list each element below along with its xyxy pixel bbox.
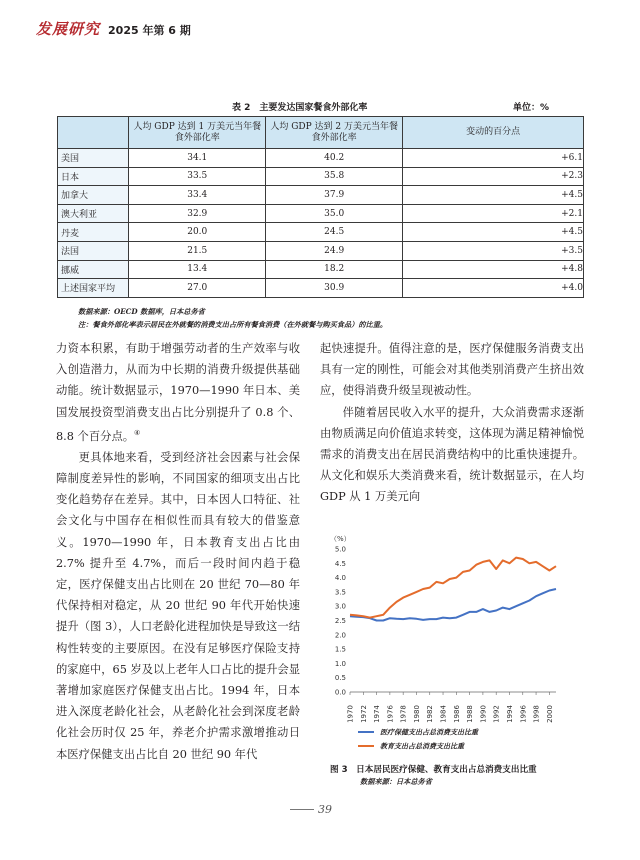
country-cell: 日本 — [58, 167, 129, 186]
x-tick-label: 1980 — [412, 705, 421, 723]
table-unit: 单位：% — [513, 103, 550, 113]
gdp-1w-cell: 13.4 — [129, 260, 266, 279]
gdp-2w-cell: 24.5 — [266, 223, 403, 242]
paragraph-text: 伴随着居民收入水平的提升，大众消费需求逐渐由物质满足向价值追求转变，这体现为满足精神愉悦需求的消费支出在居民消费结构中的比重快速提升。从文化和娱乐大类消费来看，统计数据显示，在人均 GDP 从 1 万美元向 — [320, 405, 584, 504]
change-cell: +4.0 — [403, 279, 584, 298]
y-tick-label: 0.5 — [334, 674, 346, 683]
table-note: 注：餐食外部化率表示居民在外就餐的消费支出占所有餐食消费（在外就餐与购买食品）的比重。 — [78, 320, 388, 329]
table-title: 表 2 主要发达国家餐食外部化率 — [232, 103, 368, 113]
change-cell: +2.1 — [403, 204, 584, 223]
change-cell: +4.5 — [403, 186, 584, 205]
table-row — [58, 149, 584, 168]
body-paragraph — [320, 338, 584, 402]
change-cell: +2.3 — [403, 167, 584, 186]
gdp-2w-cell: 18.2 — [266, 260, 403, 279]
body-paragraph — [320, 402, 584, 508]
table-row — [58, 186, 584, 205]
x-tick-label: 1984 — [439, 705, 448, 723]
left-column — [56, 338, 300, 765]
table-header-cell: 变动的百分点 — [403, 117, 584, 149]
right-column — [320, 338, 584, 508]
table-row — [58, 241, 584, 260]
gdp-2w-cell: 35.0 — [266, 204, 403, 223]
gdp-1w-cell: 27.0 — [129, 279, 266, 298]
table-header-cell: 人均 GDP 达到 2 万美元当年餐食外部化率 — [266, 117, 403, 149]
paragraph-text: 起快速提升。值得注意的是，医疗保健服务消费支出具有一定的刚性，可能会对其他类别消费产生挤出效应，使得消费升级呈现被动性。 — [320, 342, 584, 398]
page-number-dash — [290, 809, 314, 810]
y-axis-label: （%） — [330, 535, 351, 543]
table-row — [58, 204, 584, 223]
x-tick-label: 1992 — [492, 705, 501, 723]
country-cell: 美国 — [58, 149, 129, 168]
x-tick-label: 1994 — [505, 705, 514, 723]
table-row — [58, 167, 584, 186]
gdp-2w-cell: 24.9 — [266, 241, 403, 260]
gdp-2w-cell: 37.9 — [266, 186, 403, 205]
x-tick-label: 1996 — [519, 705, 528, 723]
externalization-table — [57, 116, 584, 298]
country-cell: 法国 — [58, 241, 129, 260]
paragraph-text: 力资本积累，有助于增强劳动者的生产效率与收入创造潜力，从而为中长期的消费升级提供基础动能。统计数据显示，1970—1990 年日本、美国发展投资型消费支出占比分别提升了 0.8 个、8.8 个百分点。 — [56, 342, 300, 443]
gdp-1w-cell: 34.1 — [129, 149, 266, 168]
gdp-1w-cell: 32.9 — [129, 204, 266, 223]
body-paragraph — [56, 447, 300, 765]
series-line-1 — [350, 558, 556, 618]
gdp-2w-cell: 30.9 — [266, 279, 403, 298]
table-notes — [78, 305, 387, 331]
x-tick-label: 1998 — [532, 705, 541, 723]
y-tick-label: 4.0 — [334, 574, 346, 583]
gdp-2w-cell: 40.2 — [266, 149, 403, 168]
x-tick-label: 2000 — [545, 705, 554, 723]
gdp-1w-cell: 33.5 — [129, 167, 266, 186]
legend-label-0: 医疗保健支出占总消费支出比重 — [380, 727, 478, 737]
x-tick-label: 1986 — [452, 705, 461, 723]
change-cell: +4.8 — [403, 260, 584, 279]
journal-name: 发展研究 — [36, 20, 101, 38]
figure-3-chart — [320, 525, 590, 765]
table-row — [58, 279, 584, 298]
country-cell: 澳大利亚 — [58, 204, 129, 223]
y-tick-label: 4.5 — [334, 559, 346, 568]
x-tick-label: 1976 — [386, 705, 395, 723]
y-tick-label: 2.0 — [334, 631, 346, 640]
y-tick-label: 3.5 — [334, 588, 346, 597]
x-tick-label: 1974 — [373, 705, 382, 723]
x-tick-label: 1970 — [346, 705, 355, 723]
issue-label: 2025 年第 6 期 — [108, 24, 191, 37]
table-source: 数据来源：OECD 数据库，日本总务省 — [78, 307, 205, 316]
figure-caption: 图 3 日本居民医疗保健、教育支出占总消费支出比重 — [330, 765, 537, 775]
country-cell: 丹麦 — [58, 223, 129, 242]
y-tick-label: 2.5 — [334, 617, 346, 625]
page-number — [290, 803, 332, 816]
x-tick-label: 1982 — [426, 705, 435, 723]
table-header-row — [58, 117, 584, 149]
paragraph-text: 更具体地来看，受到经济社会因素与社会保障制度差异性的影响，不同国家的细项支出占比变化趋势存在差异。其中，日本因人口特征、社会文化与中国存在相似性而具有较大的借鉴意义。1970—1990 年，日本教育支出占比由 2.7% 提升至 4.7%，而后一段时间内趋于稳定，医疗保健支出占比则在 20 世纪 70—80 年代保持相对稳定，从 20 世纪 90 年代开始快速提升（图 3），人口老龄化进程加快是导致这一结构性转变的主要原因。在没有足够医疗保险支持的家庭中，65 岁及以上老年人口占比的提升会显著增加家庭医疗保健支出占比。1994 年，日本进入深度老龄化社会，从老龄化社会到深度老龄化社会历时仅 25 年，养老介护需求激增推动日本医疗保健支出占比自 20 世纪 90 年代 — [56, 450, 300, 761]
table-header-cell: 人均 GDP 达到 1 万美元当年餐食外部化率 — [129, 117, 266, 149]
gdp-1w-cell: 21.5 — [129, 241, 266, 260]
table-row — [58, 260, 584, 279]
y-tick-label: 1.5 — [334, 645, 346, 654]
x-tick-label: 1978 — [399, 705, 408, 723]
table-header-cell — [58, 117, 129, 149]
y-tick-label: 3.0 — [334, 602, 346, 611]
country-cell: 上述国家平均 — [58, 279, 129, 298]
x-tick-label: 1990 — [479, 705, 488, 723]
table-row — [58, 223, 584, 242]
change-cell: +3.5 — [403, 241, 584, 260]
gdp-1w-cell: 33.4 — [129, 186, 266, 205]
y-tick-label: 1.0 — [334, 659, 346, 668]
body-paragraph — [56, 338, 300, 447]
page-number-text: 39 — [318, 803, 332, 816]
x-tick-label: 1972 — [359, 705, 368, 723]
country-cell: 加拿大 — [58, 186, 129, 205]
page-header — [36, 18, 191, 40]
y-tick-label: 5.0 — [334, 545, 346, 554]
figure-source: 数据来源：日本总务省 — [360, 777, 432, 786]
x-tick-label: 1988 — [466, 705, 475, 723]
gdp-1w-cell: 20.0 — [129, 223, 266, 242]
legend-label-1: 教育支出占总消费支出比重 — [380, 741, 464, 751]
gdp-2w-cell: 35.8 — [266, 167, 403, 186]
country-cell: 挪威 — [58, 260, 129, 279]
footnote-marker: ④ — [134, 428, 141, 437]
y-tick-label: 0.0 — [334, 688, 346, 697]
change-cell: +4.5 — [403, 223, 584, 242]
change-cell: +6.1 — [403, 149, 584, 168]
